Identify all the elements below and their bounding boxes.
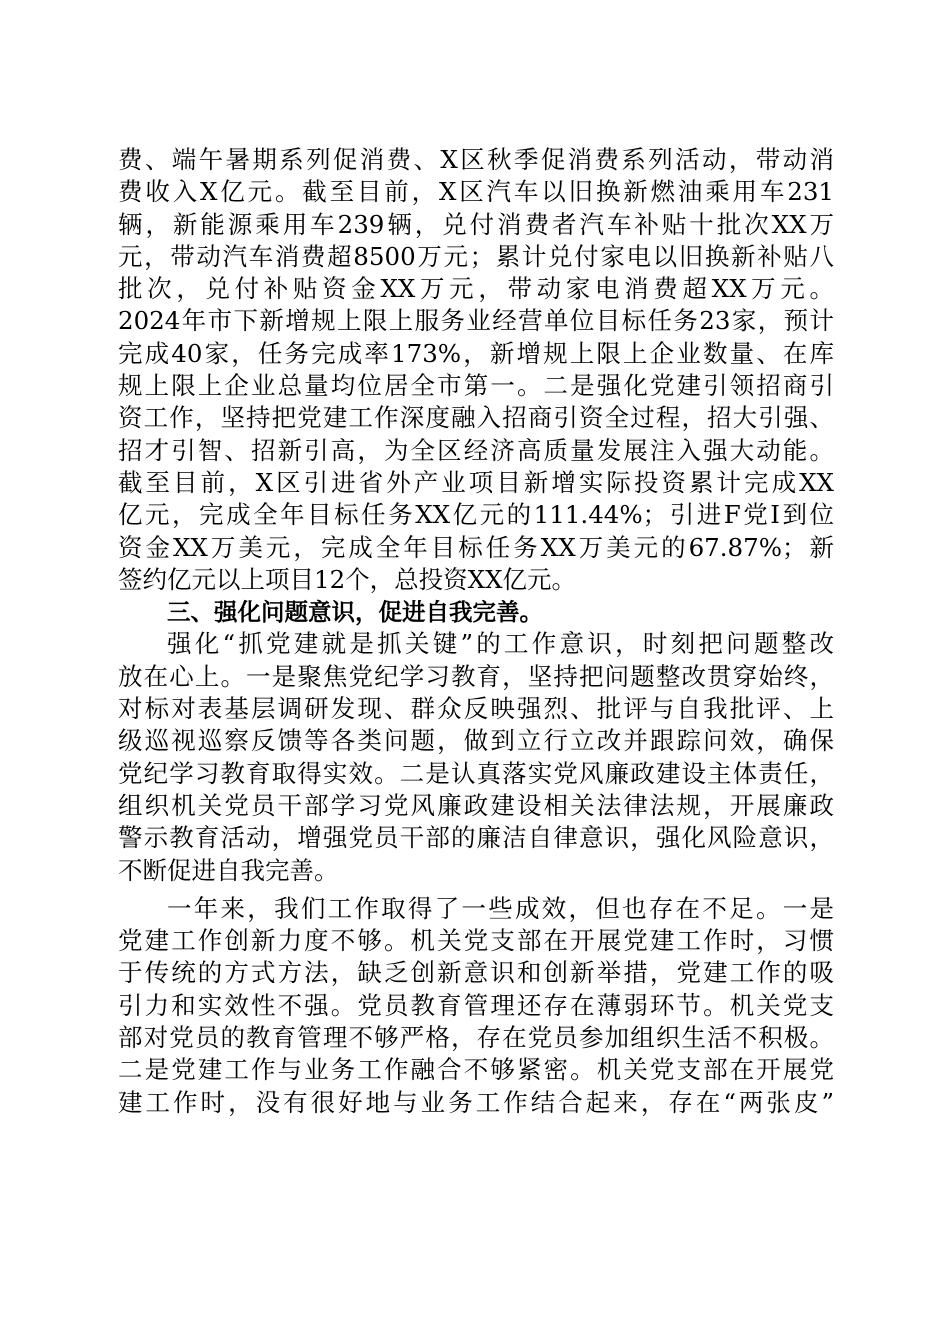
body-paragraph	[118, 144, 834, 596]
text-line: 不断促进自我完善。	[118, 855, 339, 885]
text-line: 费、端午暑期系列促消费、X区秋季促消费系列活动，带动消	[118, 145, 834, 174]
text-line: 放在心上。一是聚焦党纪学习教育，坚持把问题整改贯穿始终，	[118, 661, 834, 691]
text-line: 二是党建工作与业务工作融合不够紧密。机关党支部在开展党	[118, 1055, 834, 1085]
text-line: 组织机关党员干部学习党风廉政建设相关法律法规，开展廉政	[118, 790, 834, 820]
section-heading	[118, 596, 834, 628]
text-line: 签约亿元以上项目12个，总投资XX亿元。	[118, 564, 577, 594]
text-line: 招才引智、招新引高，为全区经济高质量发展注入强大动能。	[118, 435, 834, 465]
text-line: 引力和实效性不强。党员教育管理还存在薄弱环节。机关党支	[118, 990, 834, 1020]
text-line: 部对党员的教育管理不够严格，存在党员参加组织生活不积极。	[118, 1023, 834, 1053]
text-line: 强化“抓党建就是抓关键”的工作意识，时刻把问题整改	[167, 629, 834, 659]
text-line: 批次，兑付补贴资金XX万元，带动家电消费超XX万元。	[118, 274, 834, 304]
text-line: 警示教育活动，增强党员干部的廉洁自律意识，强化风险意识，	[118, 823, 834, 853]
text-line: 费收入X亿元。截至目前，X区汽车以旧换新燃油乘用车231	[118, 177, 834, 207]
text-line: 党纪学习教育取得实效。二是认真落实党风廉政建设主体责任，	[118, 758, 834, 788]
text-line: 2024年市下新增规上限上服务业经营单位目标任务23家，预计	[118, 306, 834, 336]
text-line: 资金XX万美元，完成全年目标任务XX万美元的67.87%；新	[118, 532, 834, 562]
text-line: 级巡视巡察反馈等各类问题，做到立行立改并跟踪问效，确保	[118, 726, 834, 756]
text-line: 完成40家，任务完成率173%，新增规上限上企业数量、在库	[118, 338, 834, 368]
text-line: 建工作时，没有很好地与业务工作结合起来，存在“两张皮”	[118, 1087, 834, 1117]
text-line: 对标对表基层调研发现、群众反映强烈、批评与自我批评、上	[118, 694, 834, 724]
text-line: 于传统的方式方法，缺乏创新意识和创新举措，党建工作的吸	[118, 958, 834, 988]
text-line: 一年来，我们工作取得了一些成效，但也存在不足。一是	[167, 893, 834, 923]
text-line: 辆，新能源乘用车239辆，兑付消费者汽车补贴十批次XX万	[118, 209, 834, 239]
section-heading-text: 三、强化问题意识，促进自我完善。	[167, 598, 543, 627]
body-paragraph	[118, 628, 834, 886]
text-line: 亿元，完成全年目标任务XX亿元的111.44%；引进F党I到位	[118, 500, 834, 530]
text-line: 党建工作创新力度不够。机关党支部在开展党建工作时，习惯	[118, 926, 834, 956]
text-line: 截至目前，X区引进省外产业项目新增实际投资累计完成XX	[118, 467, 834, 497]
body-paragraph	[118, 893, 834, 1119]
text-line: 规上限上企业总量均位居全市第一。二是强化党建引领招商引	[118, 371, 834, 401]
text-line: 资工作，坚持把党建工作深度融入招商引资全过程，招大引强、	[118, 403, 834, 433]
text-line: 元，带动汽车消费超8500万元；累计兑付家电以旧换新补贴八	[118, 241, 834, 271]
document-page	[118, 144, 834, 1119]
